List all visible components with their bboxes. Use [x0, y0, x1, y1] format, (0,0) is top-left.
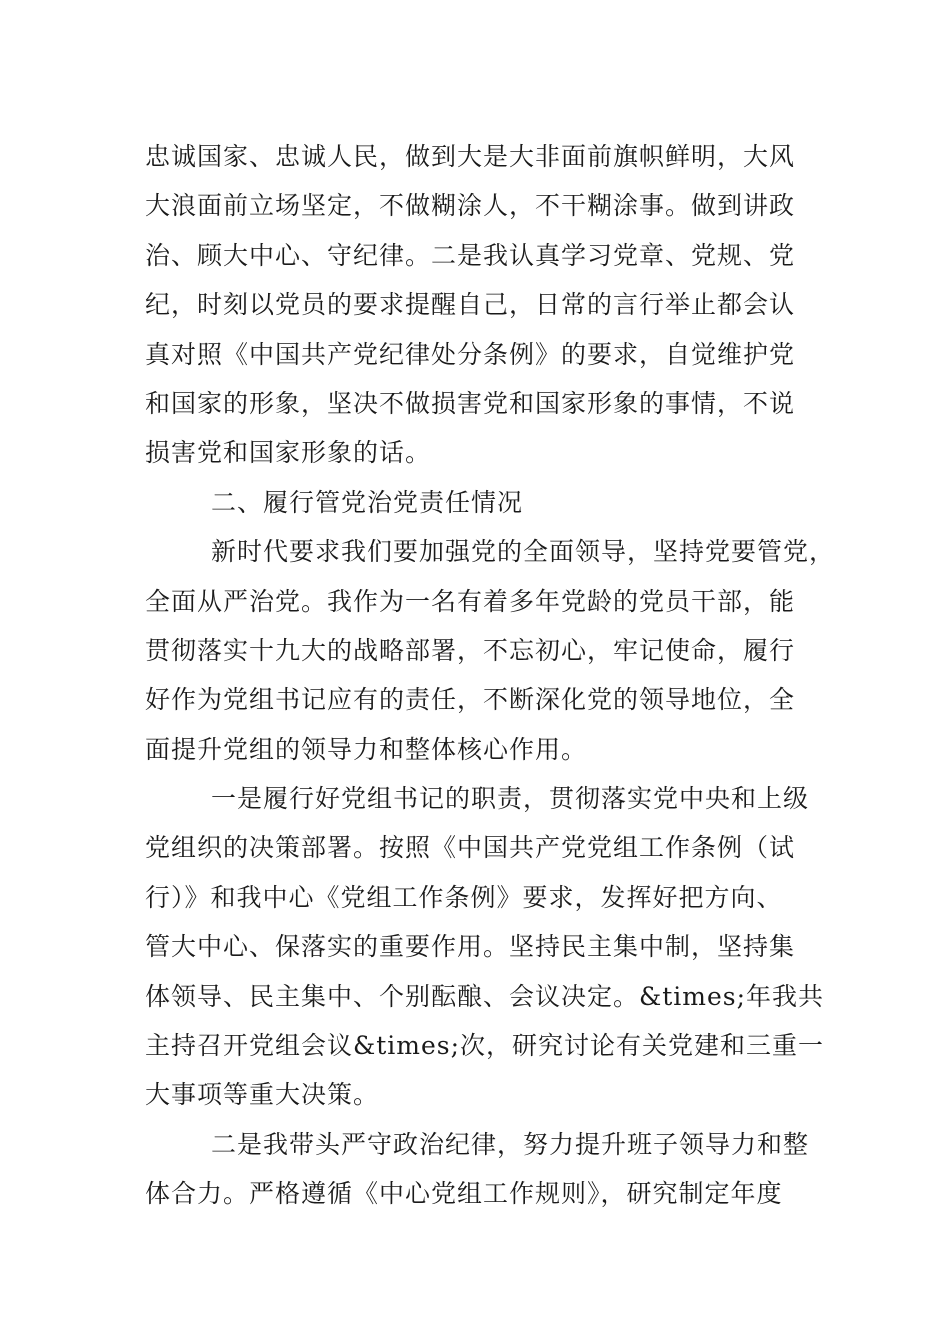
text-line: 好作为党组书记应有的责任，不断深化党的领导地位，全 — [145, 685, 796, 715]
text-line: 面提升党组的领导力和整体核心作用。 — [145, 734, 588, 764]
text-line: 大浪面前立场坚定，不做糊涂人，不干糊涂事。做到讲政 — [145, 191, 796, 221]
text-line: 大事项等重大决策。 — [145, 1080, 380, 1110]
text-line: 全面从严治党。我作为一名有着多年党龄的党员干部，能 — [145, 586, 796, 616]
text-line: 真对照《中国共产党纪律处分条例》的要求，自觉维护党 — [145, 339, 796, 369]
text-line: 体领导、民主集中、个别酝酿、会议决定。&times;年我共 — [145, 981, 825, 1011]
section-heading: 二、履行管党治党责任情况 — [211, 487, 524, 517]
text-line: 纪，时刻以党员的要求提醒自己，日常的言行举止都会认 — [145, 290, 796, 320]
text-line: 贯彻落实十九大的战略部署，不忘初心，牢记使命，履行 — [145, 635, 796, 665]
text-line: 管大中心、保落实的重要作用。坚持民主集中制，坚持集 — [145, 932, 796, 962]
text-line: 行）》和我中心《党组工作条例》要求，发挥好把方向、 — [145, 882, 783, 912]
document-body — [145, 132, 836, 1219]
text-line: 治、顾大中心、守纪律。二是我认真学习党章、党规、党 — [145, 240, 796, 270]
text-line: 和国家的形象，坚决不做损害党和国家形象的事情，不说 — [145, 388, 796, 418]
text-line: 忠诚国家、忠诚人民，做到大是大非面前旗帜鲜明，大风 — [145, 142, 796, 171]
text-line: 体合力。严格遵循《中心党组工作规则》，研究制定年度 — [145, 1179, 783, 1209]
text-line: 一是履行好党组书记的职责，贯彻落实党中央和上级 — [211, 784, 810, 814]
text-line: 损害党和国家形象的话。 — [145, 438, 432, 468]
text-line: 二是我带头严守政治纪律，努力提升班子领导力和整 — [211, 1129, 810, 1159]
text-line: 新时代要求我们要加强党的全面领导，坚持党要管党， — [211, 537, 836, 567]
text-line: 主持召开党组会议&times;次，研究讨论有关党建和三重一 — [145, 1031, 825, 1061]
text-line: 党组织的决策部署。按照《中国共产党党组工作条例（试 — [145, 833, 796, 863]
